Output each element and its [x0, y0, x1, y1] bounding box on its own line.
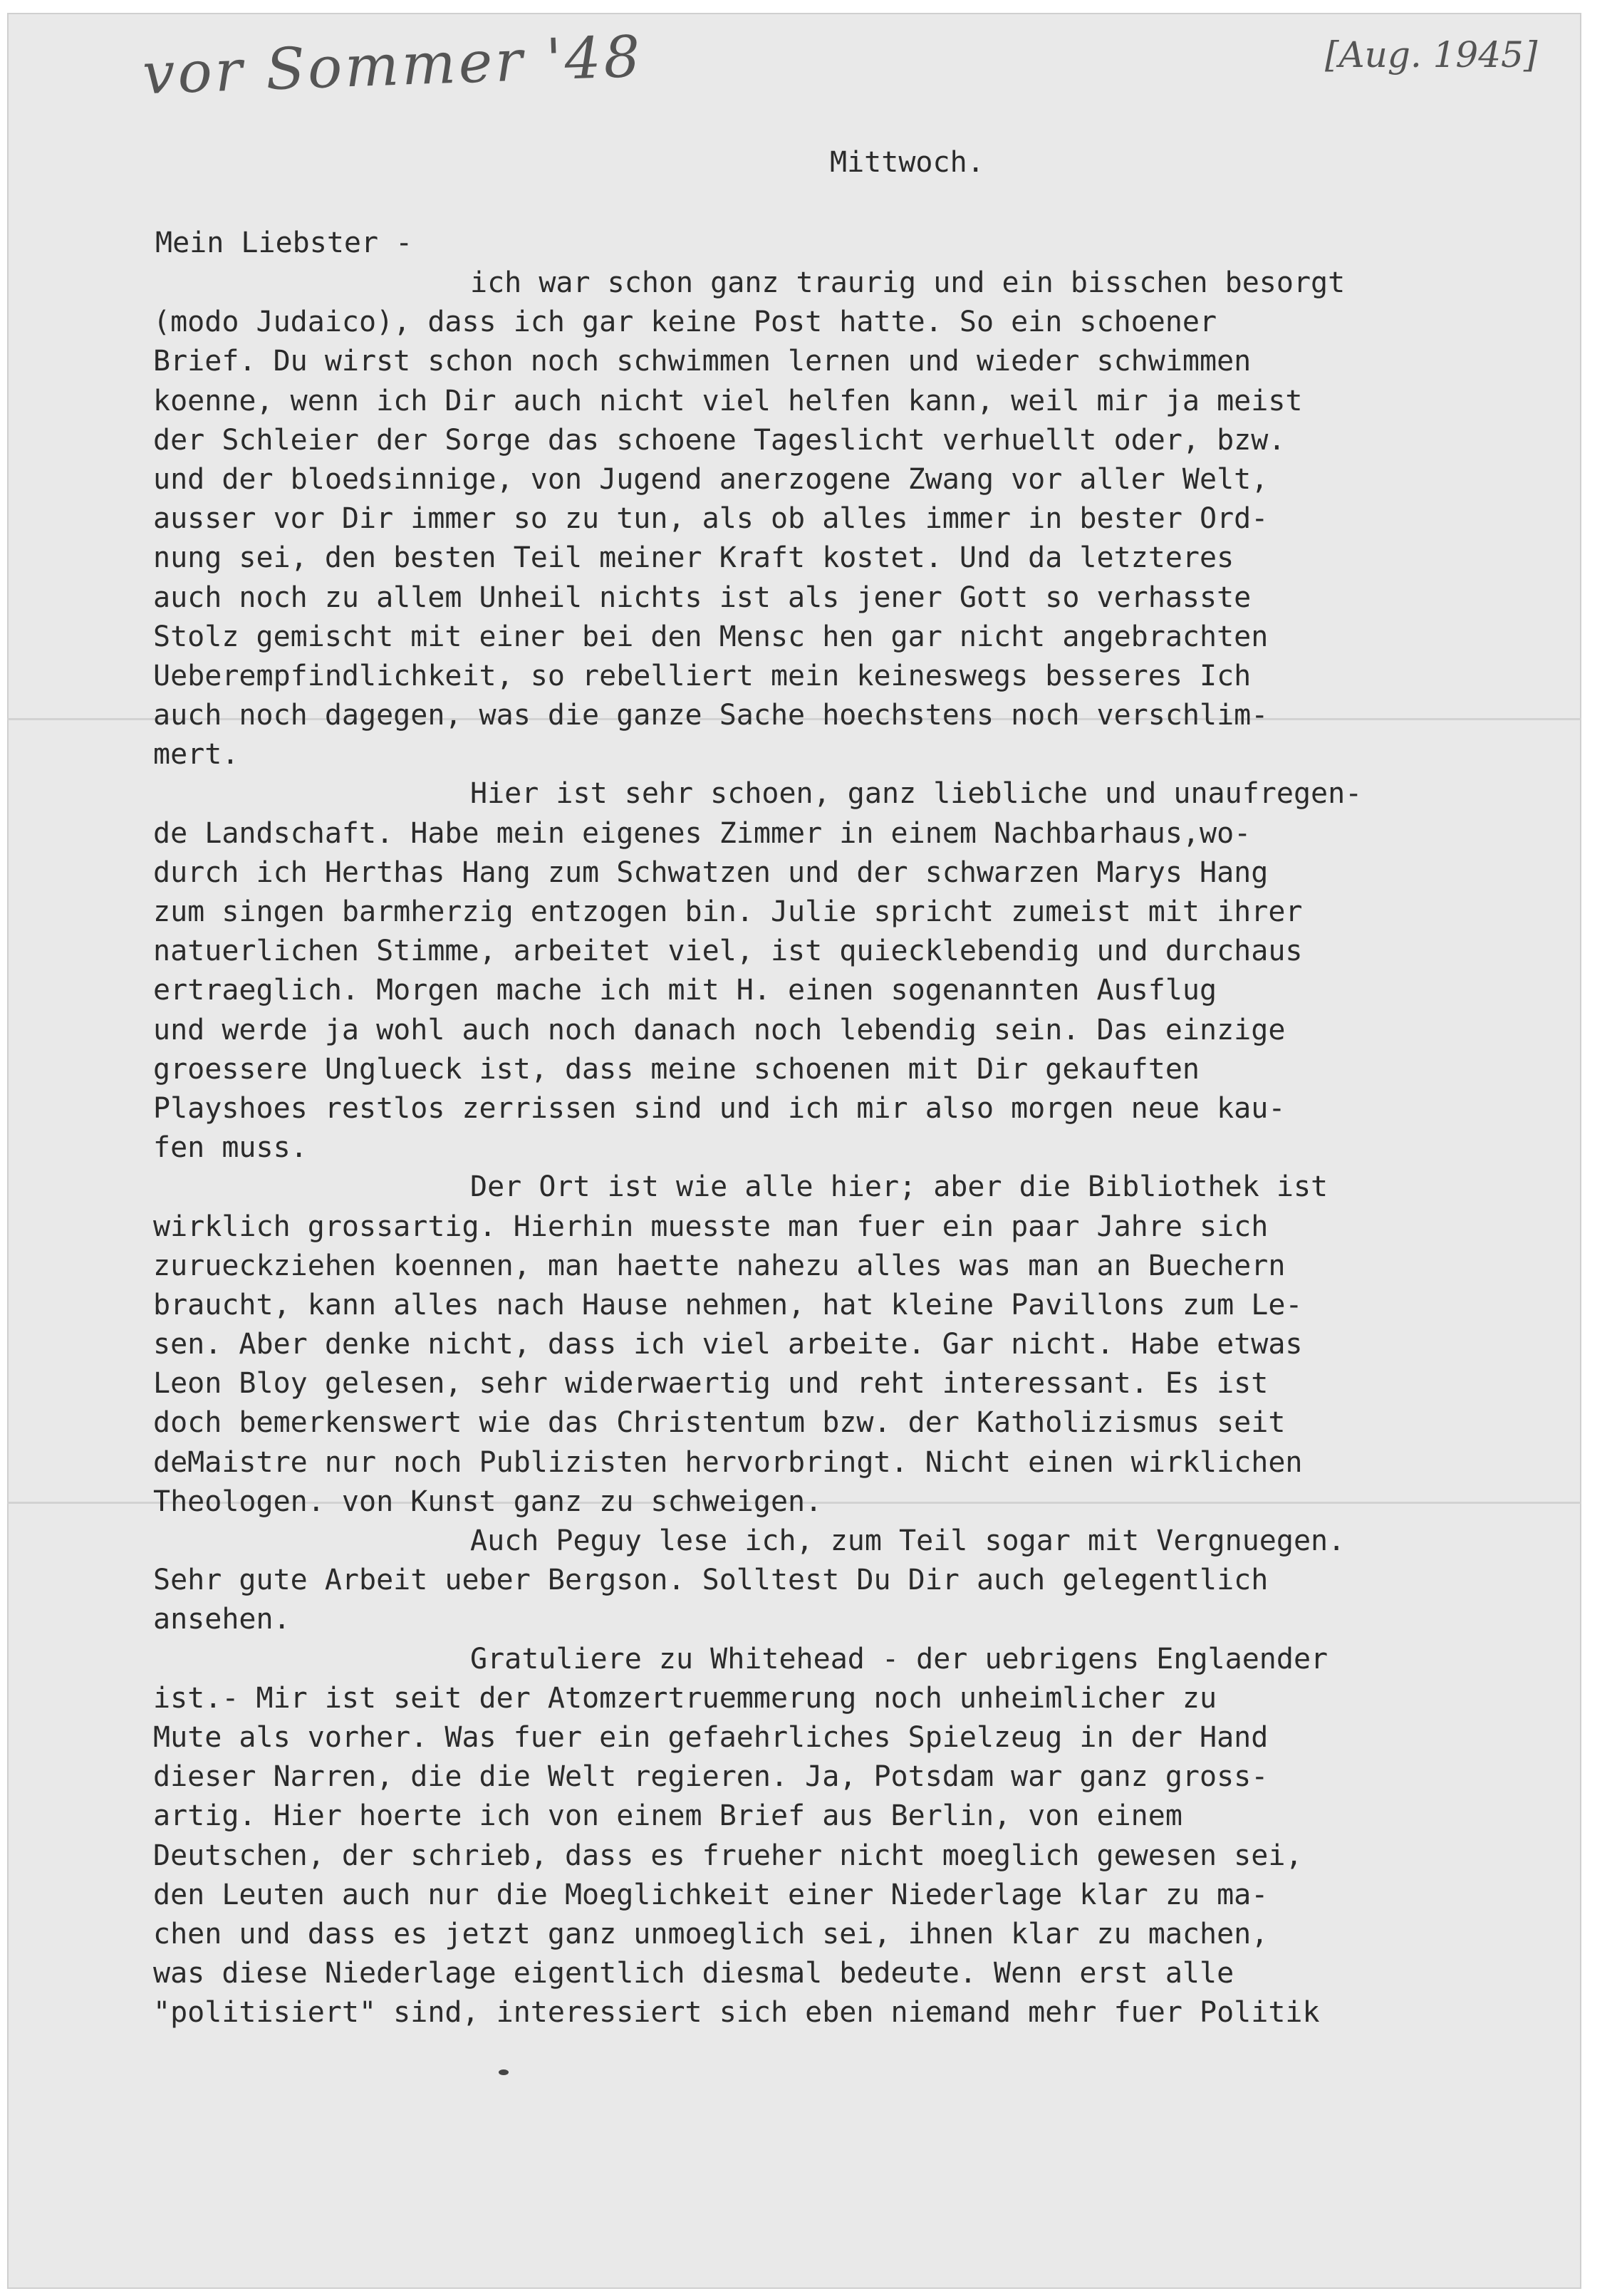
letter-line: zum singen barmherzig entzogen bin. Julie spricht zumeist mit ihrer	[153, 895, 1303, 928]
letter-line: und werde ja wohl auch noch danach noch lebendig sein. Das einzige	[153, 1013, 1286, 1046]
letter-line: doch bemerkenswert wie das Christentum bzw. der Katholizismus seit	[153, 1406, 1286, 1440]
letter-line: ansehen.	[153, 1603, 291, 1636]
letter-line: Ueberempfindlichkeit, so rebelliert mein keineswegs besseres Ich	[153, 659, 1252, 692]
letter-line: chen und dass es jetzt ganz unmoeglich sei, ihnen klar zu machen,	[153, 1917, 1269, 1950]
letter-line: Der Ort ist wie alle hier; aber die Bibliothek ist	[470, 1170, 1329, 1204]
letter-line: braucht, kann alles nach Hause nehmen, hat kleine Pavillons zum Le-	[153, 1288, 1303, 1321]
letter-line: deMaistre nur noch Publizisten hervorbringt. Nicht einen wirklichen	[153, 1445, 1303, 1479]
ink-blot	[499, 2069, 509, 2075]
letter-line: wirklich grossartig. Hierhin muesste man fuer ein paar Jahre sich	[153, 1210, 1269, 1243]
letter-body	[153, 264, 1574, 2032]
letter-salutation: Mein Liebster -	[155, 227, 413, 259]
letter-line: Auch Peguy lese ich, zum Teil sogar mit Vergnuegen.	[470, 1524, 1346, 1557]
letter-line: mert.	[153, 738, 239, 772]
letter-heading: Mittwoch.	[830, 146, 984, 179]
letter-line: sen. Aber denke nicht, dass ich viel arbeite. Gar nicht. Habe etwas	[153, 1328, 1303, 1361]
letter-line: der Schleier der Sorge das schoene Tageslicht verhuellt oder, bzw.	[153, 423, 1286, 457]
letter-line: "politisiert" sind, interessiert sich eben niemand mehr fuer Politik	[153, 1996, 1320, 2030]
letter-line: und der bloedsinnige, von Jugend anerzogene Zwang vor aller Welt,	[153, 462, 1269, 496]
letter-line: Deutschen, der schrieb, dass es frueher nicht moeglich gewesen sei,	[153, 1839, 1303, 1872]
letter-line: Sehr gute Arbeit ueber Bergson. Solltest Du Dir auch gelegentlich	[153, 1564, 1269, 1597]
letter-line: Theologen. von Kunst ganz zu schweigen.	[153, 1485, 823, 1518]
letter-line: Gratuliere zu Whitehead - der uebrigens Englaender	[470, 1642, 1329, 1676]
letter-line: ertraeglich. Morgen mache ich mit H. einen sogenannten Ausflug	[153, 974, 1217, 1007]
letter-line: koenne, wenn ich Dir auch nicht viel helfen kann, weil mir ja meist	[153, 384, 1303, 417]
letter-line: Hier ist sehr schoen, ganz liebliche und unaufregen-	[470, 777, 1363, 811]
handwritten-date-annotation: [Aug. 1945]	[1325, 34, 1538, 76]
letter-line: Stolz gemischt mit einer bei den Mensc hen gar nicht angebrachten	[153, 620, 1269, 653]
letter-line: ausser vor Dir immer so zu tun, als ob alles immer in bester Ord-	[153, 502, 1269, 536]
letter-line: ist.- Mir ist seit der Atomzertruemmerung noch unheimlicher zu	[153, 1681, 1217, 1715]
letter-line: ich war schon ganz traurig und ein bisschen besorgt	[470, 266, 1346, 299]
letter-line: auch noch zu allem Unheil nichts ist als jener Gott so verhasste	[153, 581, 1252, 614]
letter-line: de Landschaft. Habe mein eigenes Zimmer in einem Nachbarhaus,wo-	[153, 816, 1252, 850]
letter-line: nung sei, den besten Teil meiner Kraft kostet. Und da letzteres	[153, 541, 1234, 575]
letter-line: was diese Niederlage eigentlich diesmal bedeute. Wenn erst alle	[153, 1957, 1234, 1990]
letter-line: zurueckziehen koennen, man haette nahezu alles was man an Buechern	[153, 1249, 1286, 1282]
letter-line: dieser Narren, die die Welt regieren. Ja, Potsdam war ganz gross-	[153, 1760, 1269, 1794]
letter-line: (modo Judaico), dass ich gar keine Post hatte. So ein schoener	[153, 306, 1217, 339]
letter-line: Brief. Du wirst schon noch schwimmen lernen und wieder schwimmen	[153, 345, 1252, 378]
letter-line: auch noch dagegen, was die ganze Sache hoechstens noch verschlim-	[153, 699, 1269, 732]
letter-line: durch ich Herthas Hang zum Schwatzen und der schwarzen Marys Hang	[153, 856, 1269, 889]
letter-line: Playshoes restlos zerrissen sind und ich mir also morgen neue kau-	[153, 1091, 1286, 1125]
letter-line: Mute als vorher. Was fuer ein gefaehrliches Spielzeug in der Hand	[153, 1720, 1269, 1754]
letter-line: artig. Hier hoerte ich von einem Brief aus Berlin, von einem	[153, 1799, 1182, 1833]
letter-line: natuerlichen Stimme, arbeitet viel, ist quiecklebendig und durchaus	[153, 935, 1303, 968]
letter-line: Leon Bloy gelesen, sehr widerwaertig und reht interessant. Es ist	[153, 1367, 1269, 1401]
letter-line: den Leuten auch nur die Moeglichkeit einer Niederlage klar zu ma-	[153, 1878, 1269, 1911]
letter-line: fen muss.	[153, 1131, 308, 1165]
letter-line: groessere Unglueck ist, dass meine schoenen mit Dir gekauften	[153, 1052, 1200, 1086]
handwritten-annotation-left: vor Sommer '48	[141, 23, 644, 108]
